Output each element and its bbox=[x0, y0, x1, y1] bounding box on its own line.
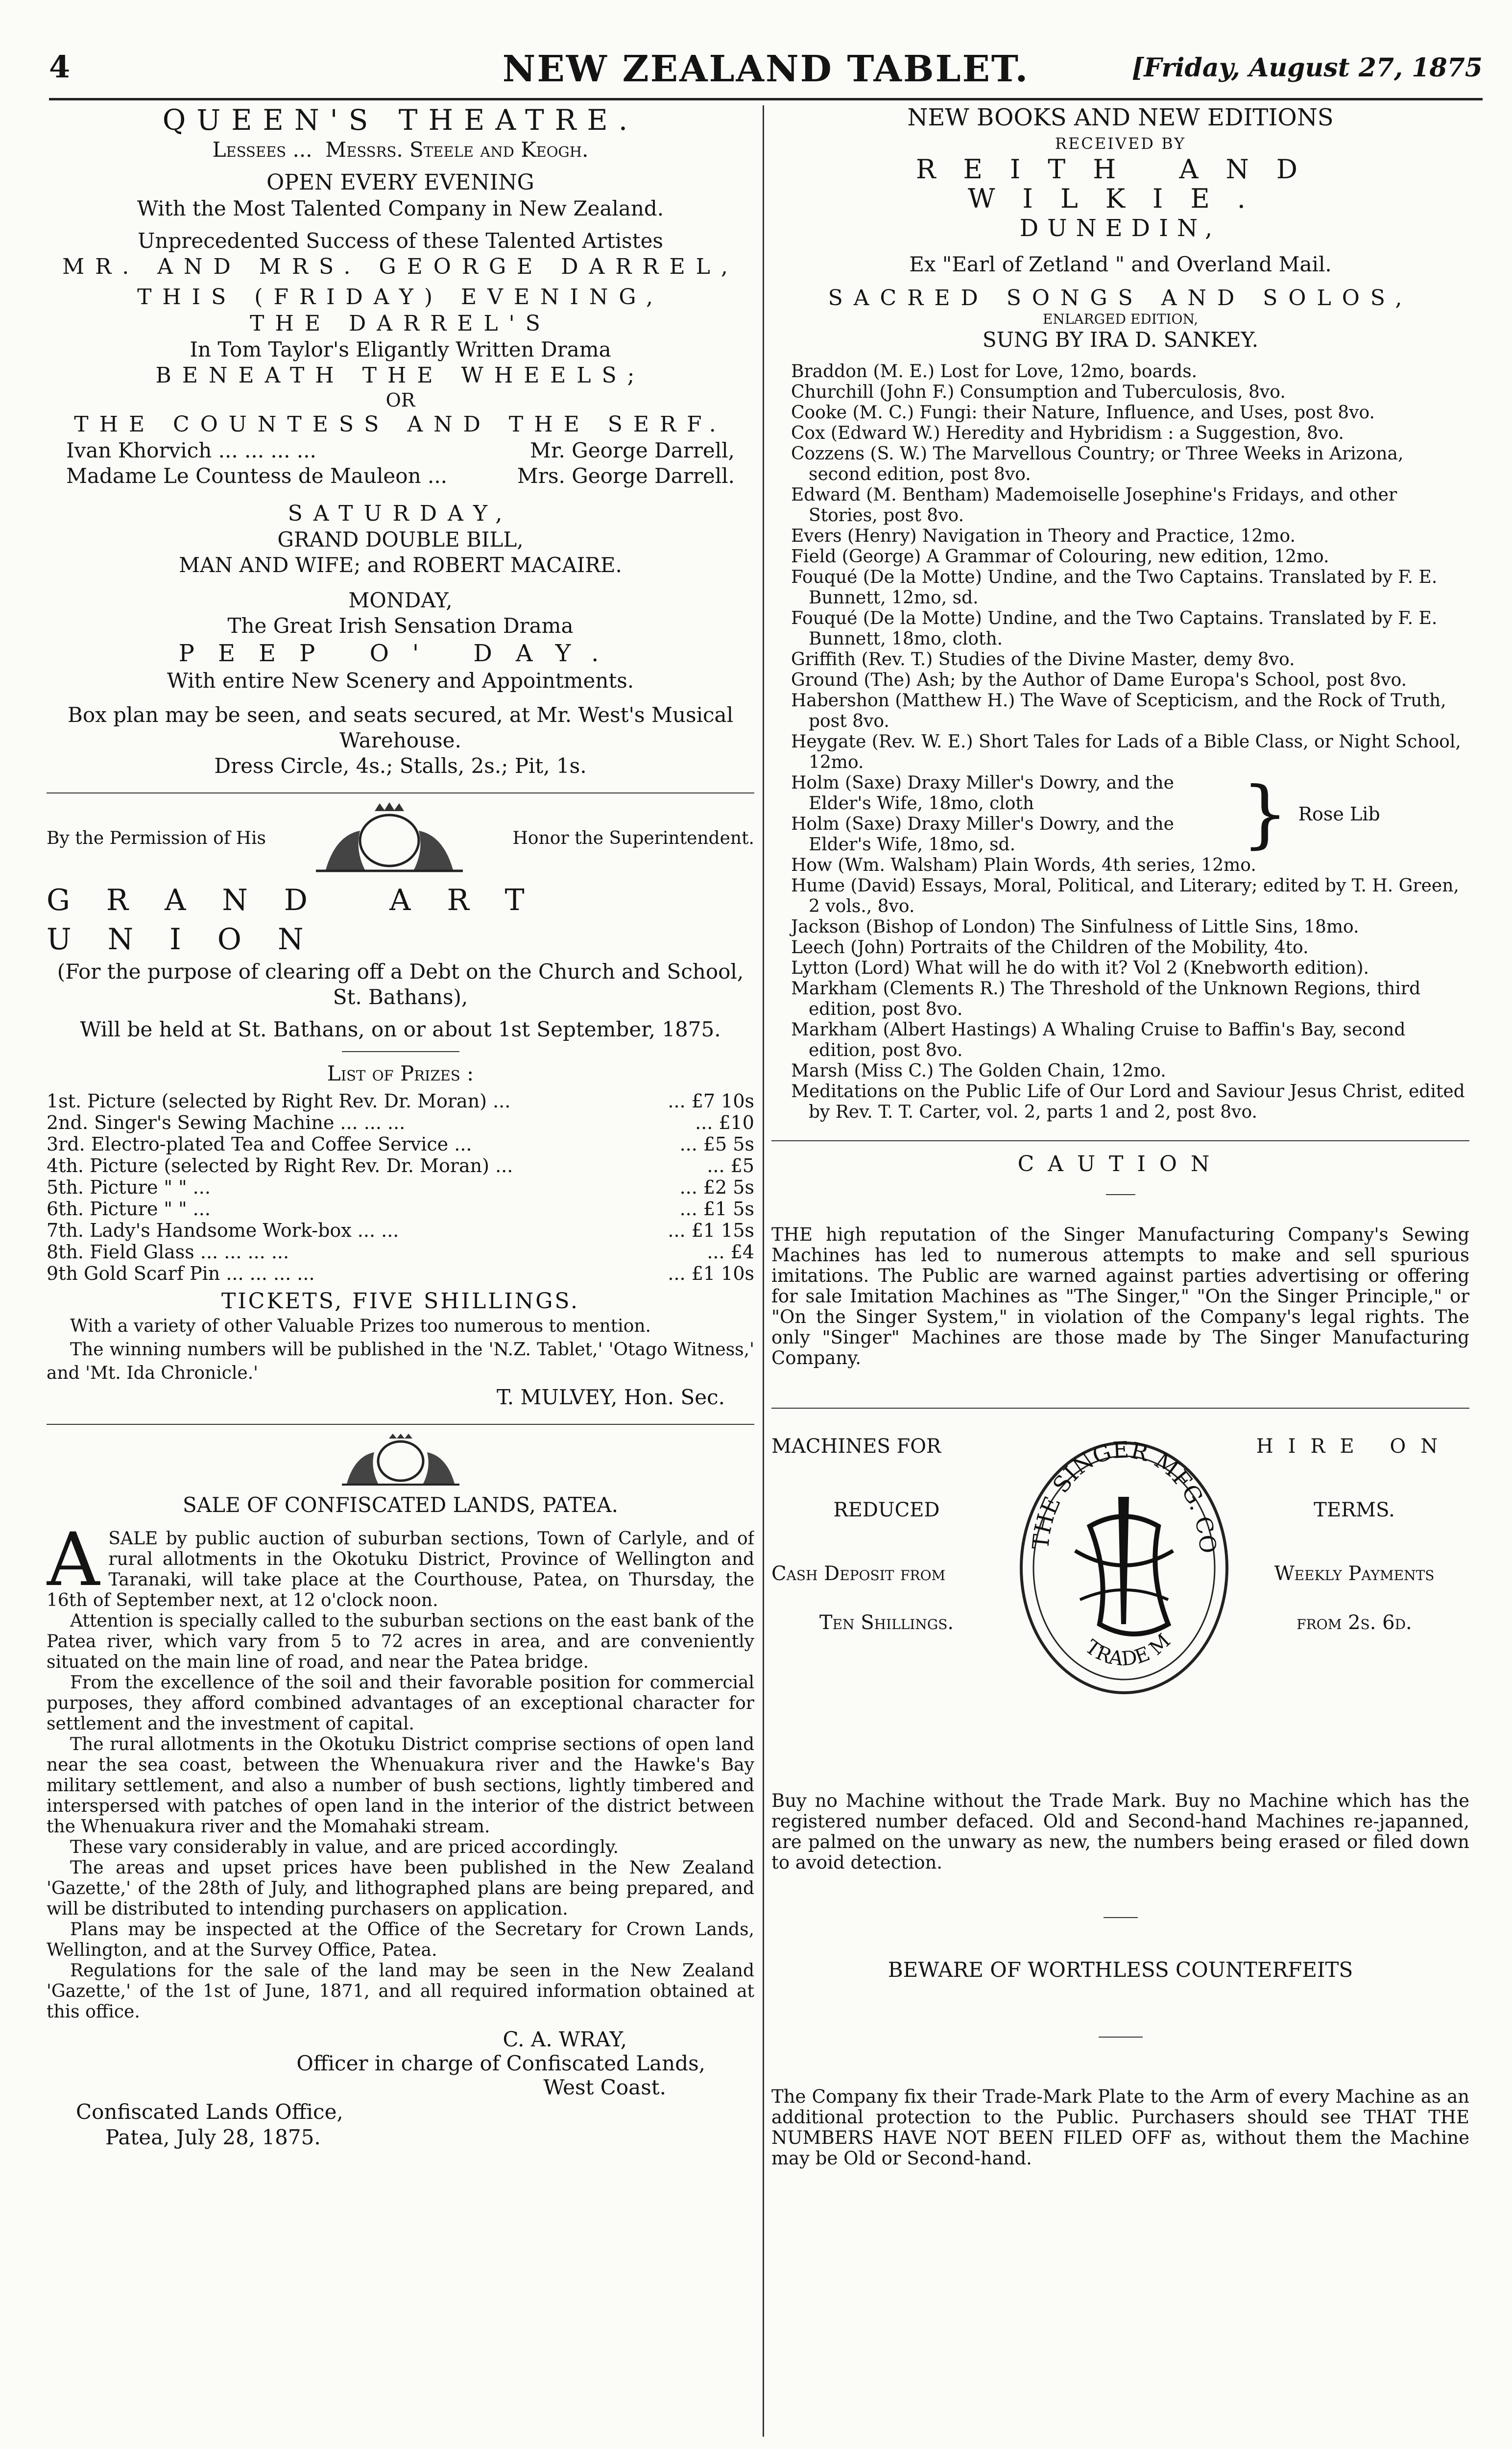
patea-para-1 bbox=[47, 1517, 754, 1611]
section-rule bbox=[771, 1408, 1469, 1409]
short-rule bbox=[1106, 1194, 1135, 1195]
patea-text: Plans may be inspected at the Office of the Secretary for Crown Lands, Wellington, and at the Survey Office, Patea. bbox=[47, 1920, 754, 1960]
book-entry: Braddon (M. E.) Lost for Love, 12mo, boards. bbox=[791, 361, 1198, 382]
trademark-oval bbox=[1002, 1433, 1247, 1707]
prize-value: ... £1 10s bbox=[668, 1263, 754, 1284]
wray-place: West Coast. bbox=[543, 2075, 666, 2099]
issue-date: [Friday, August 27, 1875 bbox=[1131, 53, 1483, 83]
short-rule bbox=[1104, 1917, 1138, 1918]
monday: MONDAY, bbox=[348, 588, 453, 612]
patea-text: The rural allotments in the Okotuku District comprise sections of open land near the sea coast, between the Whenuakura river and the Hawke's Bay military settlement, and also a number of bush sections, lightly timbered and interspersed with patches of open land in the interior of the district between the Whenuakura river and the Momahaki stream. bbox=[47, 1734, 754, 1837]
cast-row bbox=[66, 438, 735, 463]
prize-row bbox=[47, 1198, 754, 1220]
cast-actor: Mr. George Darrell, bbox=[530, 438, 735, 462]
irish-drama: The Great Irish Sensation Drama bbox=[227, 614, 574, 638]
masthead bbox=[49, 44, 1483, 100]
column-divider bbox=[763, 105, 764, 2437]
stars-line: MR. AND MRS. GEORGE DARREL, bbox=[62, 254, 739, 279]
prize-value: ... £2 5s bbox=[679, 1176, 754, 1198]
book-entry: Fouqué (De la Motte) Undine, and the Two Captains. Translated by F. E. Bunnett, 12mo, sd. bbox=[791, 567, 1438, 608]
firm-city: DUNEDIN, bbox=[1019, 215, 1222, 242]
book-entry: Field (George) A Grammar of Colouring, new edition, 12mo. bbox=[791, 547, 1329, 567]
wray-title: Officer in charge of Confiscated Lands, bbox=[296, 2051, 705, 2075]
buy-no-machine: Buy no Machine without the Trade Mark. Buy no Machine which has the registered number defaced. Old and Second-hand Machines re-japanned, are palmed on the unwary as new, the numbers being erased or filed down to avoid detection. bbox=[771, 1790, 1469, 1873]
rose-lib-label: Rose Lib bbox=[1298, 803, 1380, 825]
prize-row bbox=[47, 1112, 754, 1133]
prize-value: ... £7 10s bbox=[668, 1090, 754, 1112]
prize-name: 3rd. Electro-plated Tea and Coffee Service ... bbox=[47, 1133, 472, 1155]
cast-role: Madame Le Countess de Mauleon ... bbox=[66, 464, 448, 488]
open-every-evening: OPEN EVERY EVENING bbox=[266, 170, 534, 195]
right-column bbox=[771, 103, 1469, 2444]
reduced: REDUCED bbox=[833, 1499, 940, 1521]
cast-actor: Mrs. George Darrell. bbox=[517, 464, 735, 488]
sacred-songs: SACRED SONGS AND SOLOS, bbox=[828, 286, 1413, 311]
book-entry: Lytton (Lord) What will he do with it? Vol 2 (Knebworth edition). bbox=[791, 958, 1369, 978]
patea-heading: SALE OF CONFISCATED LANDS, PATEA. bbox=[182, 1493, 619, 1517]
drama-line: In Tom Taylor's Eligantly Written Drama bbox=[190, 337, 611, 361]
permission-left: By the Permission of His bbox=[47, 828, 266, 848]
holm-group bbox=[791, 773, 1469, 855]
short-rule bbox=[342, 1051, 459, 1052]
book-entry: Heygate (Rev. W. E.) Short Tales for Lads of a Bible Class, or Night School, 12mo. bbox=[791, 732, 1461, 772]
book-entry: Churchill (John F.) Consumption and Tuberculosis, 8vo. bbox=[791, 382, 1286, 402]
cash-deposit: Cash Deposit from bbox=[771, 1562, 946, 1585]
saturday: SATURDAY, bbox=[288, 501, 513, 526]
hire-on: HIRE ON bbox=[1256, 1435, 1453, 1458]
art-union-purpose: (For the purpose of clearing off a Debt on the Church and School, St. Bathans), bbox=[57, 960, 744, 1009]
permission-line bbox=[47, 801, 754, 875]
prize-list-heading: List of Prizes : bbox=[327, 1061, 474, 1085]
cast-role: Ivan Khorvich ... ... ... ... bbox=[66, 438, 316, 462]
scenery-line: With entire New Scenery and Appointments. bbox=[167, 669, 634, 693]
book-entry: Evers (Henry) Navigation in Theory and Practice, 12mo. bbox=[791, 526, 1296, 546]
book-entry: Cox (Edward W.) Heredity and Hybridism : a Suggestion, 8vo. bbox=[791, 423, 1344, 443]
prize-name: 5th. Picture " " ... bbox=[47, 1176, 211, 1198]
man-and-wife: MAN AND WIFE; and ROBERT MACAIRE. bbox=[179, 553, 622, 577]
prize-row bbox=[47, 1090, 754, 1112]
prize-value: ... £1 15s bbox=[668, 1220, 754, 1241]
from-2s-6d: from 2s. 6d. bbox=[1296, 1611, 1412, 1634]
book-entry: Holm (Saxe) Draxy Miller's Dowry, and the Elder's Wife, 18mo, sd. bbox=[791, 814, 1174, 855]
countess-line: THE COUNTESS AND THE SERF. bbox=[74, 412, 727, 437]
prize-name: 7th. Lady's Handsome Work-box ... ... bbox=[47, 1220, 399, 1241]
section-rule bbox=[47, 792, 754, 793]
trade-mark-plate: The Company fix their Trade-Mark Plate to the Arm of every Machine as an additional protection to the Public. Purchasers should see THAT THE NUMBERS HAVE NOT BEEN FILED OFF as, without them the Machine may be Old or Second-hand. bbox=[771, 2086, 1469, 2169]
patea-text: Attention is specially called to the suburban sections on the east bank of the Patea river, which vary from 5 to 72 acres in area, and are conveniently situated on the main line of road, and near the Patea bridge. bbox=[47, 1611, 754, 1672]
weekly-payments: Weekly Payments bbox=[1274, 1562, 1435, 1585]
patea-text: The areas and upset prices have been published in the New Zealand 'Gazette,' of the 28th of July, and lithographed plans are being prepared, and will be distributed to intending purchasers on application. bbox=[47, 1858, 754, 1919]
office-date: Patea, July 28, 1875. bbox=[105, 2125, 321, 2149]
book-entry: Edward (M. Bentham) Mademoiselle Josephine's Fridays, and other Stories, post 8vo. bbox=[791, 485, 1397, 526]
newspaper-title: NEW ZEALAND TABLET. bbox=[502, 48, 1030, 90]
permission-right: Honor the Superintendent. bbox=[512, 828, 754, 848]
book-entry: Habershon (Matthew H.) The Wave of Scepticism, and the Rock of Truth, post 8vo. bbox=[791, 691, 1446, 731]
book-entry: Leech (John) Portraits of the Children of the Mobility, 4to. bbox=[791, 937, 1309, 958]
book-entry: Holm (Saxe) Draxy Miller's Dowry, and the Elder's Wife, 18mo, cloth bbox=[791, 773, 1174, 814]
prize-name: 4th. Picture (selected by Right Rev. Dr. Moran) ... bbox=[47, 1155, 513, 1176]
book-entry: Markham (Clements R.) The Threshold of the Unknown Regions, third edition, post 8vo. bbox=[791, 979, 1421, 1019]
prize-value: ... £5 5s bbox=[679, 1133, 754, 1155]
variety-line: With a variety of other Valuable Prizes too numerous to mention. bbox=[70, 1316, 651, 1336]
cast-list bbox=[47, 438, 754, 489]
prize-list bbox=[47, 1090, 754, 1284]
prize-value: ... £4 bbox=[707, 1241, 754, 1263]
the-darrels: THE DARREL'S bbox=[250, 311, 551, 336]
section-rule bbox=[47, 1424, 754, 1425]
section-rule bbox=[771, 1140, 1469, 1141]
lessees-names: Messrs. Steele and Keogh. bbox=[325, 138, 589, 162]
terms: TERMS. bbox=[1314, 1499, 1395, 1521]
prize-row bbox=[47, 1176, 754, 1198]
prize-name: 6th. Picture " " ... bbox=[47, 1198, 211, 1220]
singer-trademark-icon bbox=[1002, 1433, 1247, 1707]
patea-text: From the excellence of the soil and their favorable position for commercial purposes, they afford combined advantages of an exceptional character for settlement and the investment of capital. bbox=[47, 1673, 754, 1734]
overland-mail: Ex "Earl of Zetland " and Overland Mail. bbox=[909, 252, 1332, 276]
or-line: OR bbox=[385, 389, 415, 411]
prices: Dress Circle, 4s.; Stalls, 2s.; Pit, 1s. bbox=[214, 754, 587, 778]
book-entry: Cozzens (S. W.) The Marvellous Country; or Three Weeks in Arizona, second edition, post 8vo. bbox=[791, 444, 1404, 484]
book-entry: Fouqué (De la Motte) Undine, and the Two Captains. Translated by F. E. Bunnett, 18mo, cloth. bbox=[791, 608, 1438, 649]
book-entry: Jackson (Bishop of London) The Sinfulness of Little Sins, 18mo. bbox=[791, 917, 1359, 937]
books-heading: NEW BOOKS AND NEW EDITIONS bbox=[907, 104, 1334, 131]
book-entry: Ground (The) Ash; by the Author of Dame Europa's School, post 8vo. bbox=[791, 670, 1407, 690]
left-column bbox=[47, 103, 754, 2444]
caution-heading: CAUTION bbox=[1017, 1152, 1224, 1176]
book-entry: Hume (David) Essays, Moral, Political, and Literary; edited by T. H. Green, 2 vols., 8vo. bbox=[791, 876, 1459, 916]
art-union-held: Will be held at St. Bathans, on or about 1st September, 1875. bbox=[80, 1017, 721, 1041]
royal-crest-icon bbox=[327, 1433, 474, 1487]
winning-numbers: The winning numbers will be published in the 'N.Z. Tablet,' 'Otago Witness,' and 'Mt. Ida Chronicle.' bbox=[47, 1340, 754, 1383]
art-union-signature: T. MULVEY, Hon. Sec. bbox=[496, 1385, 725, 1409]
books-advert bbox=[771, 103, 1469, 1123]
prize-row bbox=[47, 1220, 754, 1241]
success-line: Unprecedented Success of these Talented Artistes bbox=[138, 229, 663, 253]
prize-row bbox=[47, 1263, 754, 1284]
tickets-line: TICKETS, FIVE SHILLINGS. bbox=[221, 1289, 579, 1314]
art-union-advert bbox=[47, 801, 754, 1409]
prize-name: 2nd. Singer's Sewing Machine ... ... ... bbox=[47, 1112, 406, 1133]
peep-o-day: PEEP O' DAY. bbox=[178, 640, 623, 667]
prize-row bbox=[47, 1133, 754, 1155]
prize-row bbox=[47, 1241, 754, 1263]
book-entry: Meditations on the Public Life of Our Lord and Saviour Jesus Christ, edited by Rev. T. T. Carter, vol. 2, parts 1 and 2, post 8vo. bbox=[791, 1081, 1465, 1122]
book-entry: Griffith (Rev. T.) Studies of the Divine Master, demy 8vo. bbox=[791, 649, 1295, 670]
prize-row bbox=[47, 1155, 754, 1176]
book-entry: Cooke (M. C.) Fungi: their Nature, Influence, and Uses, post 8vo. bbox=[791, 403, 1375, 423]
book-entry: Marsh (Miss C.) The Golden Chain, 12mo. bbox=[791, 1061, 1166, 1081]
firm-name: REITH AND WILKIE. bbox=[915, 154, 1325, 214]
theatre-advert bbox=[47, 103, 754, 779]
sung-by: SUNG BY IRA D. SANKEY. bbox=[982, 328, 1259, 352]
ten-shillings: Ten Shillings. bbox=[819, 1611, 954, 1634]
patea-advert bbox=[47, 1433, 754, 2150]
short-rule bbox=[1099, 2037, 1143, 2038]
caution-text: THE high reputation of the Singer Manufacturing Company's Sewing Machines has led to numerous attempts to make and sell spurious imitations. The Public are warned against parties advertising or offering for sale Imitation Machines as "The Singer," "On the Singer Principle," or "On the Singer System," in violation of the Company's legal rights. The only "Singer" Machines are those made by The Singer Manufacturing Company. bbox=[771, 1224, 1469, 1369]
drop-cap: A bbox=[47, 1517, 100, 1603]
enlarged-edition: ENLARGED EDITION, bbox=[1042, 311, 1199, 327]
singer-caution-advert bbox=[771, 1151, 1469, 2169]
prize-value: ... £5 bbox=[707, 1155, 754, 1176]
patea-text: These vary considerably in value, and are priced accordingly. bbox=[70, 1837, 619, 1857]
prize-name: 1st. Picture (selected by Right Rev. Dr. Moran) ... bbox=[47, 1090, 511, 1112]
book-entry: How (Wm. Walsham) Plain Words, 4th series, 12mo. bbox=[791, 855, 1256, 875]
royal-crest-icon bbox=[296, 801, 482, 875]
brace-icon: } bbox=[1242, 771, 1289, 857]
this-evening: THIS (FRIDAY) EVENING, bbox=[137, 285, 664, 310]
trademark-arc-bottom: TRADE M bbox=[1080, 1629, 1175, 1671]
art-union-heading: GRAND ART UNION bbox=[47, 883, 561, 957]
received-by: RECEIVED BY bbox=[1055, 134, 1186, 153]
machines-for: MACHINES FOR bbox=[771, 1435, 941, 1458]
prize-value: ... £10 bbox=[695, 1112, 754, 1133]
book-list bbox=[771, 361, 1469, 1123]
book-entry: Markham (Albert Hastings) A Whaling Cruise to Baffin's Bay, second edition, post 8vo. bbox=[791, 1020, 1406, 1060]
patea-text: Regulations for the sale of the land may be seen in the New Zealand 'Gazette,' of the 1st of June, 1871, and all required information obtained at this office. bbox=[47, 1961, 754, 2022]
trademark-arc-top: THE SINGER MFG. CO bbox=[1027, 1436, 1222, 1553]
page-number: 4 bbox=[49, 49, 71, 85]
patea-text: SALE by public auction of suburban sections, Town of Carlyle, and of rural allotments in the Okotuku District, Province of Wellington and Taranaki, will take place at the Courthouse, Patea, on Thursday, the 16th of September next, at 12 o'clock noon. bbox=[47, 1529, 754, 1610]
beware-heading: BEWARE OF WORTHLESS COUNTERFEITS bbox=[888, 1958, 1353, 1982]
lessees-label: Lessees ... bbox=[212, 138, 312, 162]
wray-name: C. A. WRAY, bbox=[503, 2027, 627, 2051]
cast-row bbox=[66, 463, 735, 489]
company-line: With the Most Talented Company in New Zealand. bbox=[137, 196, 664, 220]
beneath-the-wheels: BENEATH THE WHEELS; bbox=[155, 363, 646, 388]
holm-entries bbox=[791, 773, 1232, 855]
prize-name: 9th Gold Scarf Pin ... ... ... ... bbox=[47, 1263, 315, 1284]
office-name: Confiscated Lands Office, bbox=[76, 2100, 343, 2124]
singer-trademark-block bbox=[771, 1433, 1469, 1786]
box-plan: Box plan may be seen, and seats secured, at Mr. West's Musical Warehouse. bbox=[67, 703, 733, 752]
double-bill: GRAND DOUBLE BILL, bbox=[277, 528, 524, 552]
theatre-heading: QUEEN'S THEATRE. bbox=[162, 103, 639, 137]
prize-value: ... £1 5s bbox=[679, 1198, 754, 1220]
prize-name: 8th. Field Glass ... ... ... ... bbox=[47, 1241, 289, 1263]
